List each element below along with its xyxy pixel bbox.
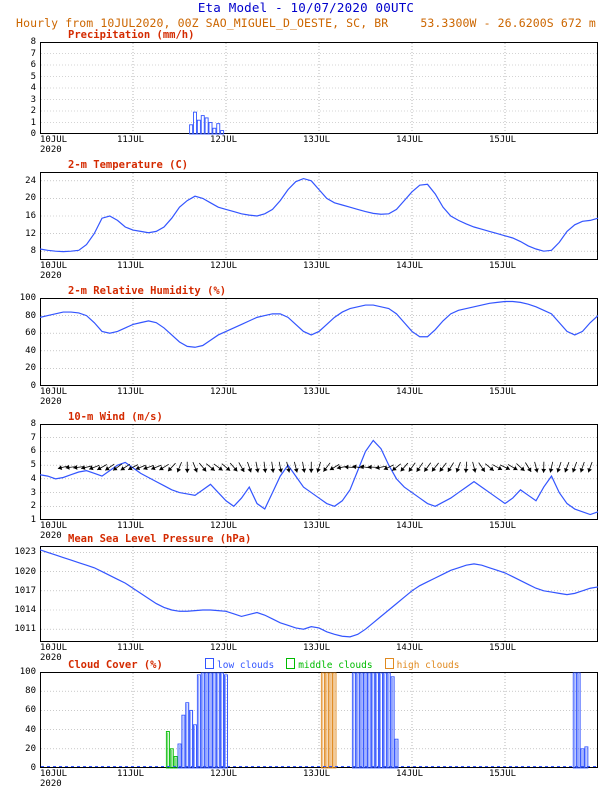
- x-tick-label: 15JUL: [489, 643, 517, 653]
- y-tick-label: 1017: [14, 585, 36, 596]
- y-tick-label: 1014: [14, 605, 36, 615]
- x-tick-label: 14JUL: [396, 387, 424, 397]
- plot-area: [40, 42, 598, 134]
- x-tick-label: 10JUL: [40, 521, 68, 531]
- legend-middle-clouds: [286, 660, 372, 671]
- y-tick-label: 5: [30, 460, 36, 471]
- x-tick-label: 11JUL: [117, 521, 145, 531]
- x-tick-label: 12JUL: [210, 643, 238, 653]
- y-tick-label: 4: [30, 83, 36, 93]
- legend-low-clouds-swatch: [205, 658, 214, 669]
- y-tick-label: 80: [25, 310, 36, 321]
- x-tick-label: 14JUL: [396, 261, 424, 271]
- x-tick-label: 14JUL: [396, 643, 424, 653]
- header-subtitle-right: 53.3300W - 26.6200S 672 m: [420, 16, 596, 30]
- y-tick-label: 12: [25, 228, 36, 239]
- legend-high-clouds-label: high clouds: [396, 660, 460, 671]
- y-tick-label: 1: [30, 515, 36, 525]
- legend-low-clouds: [205, 660, 274, 671]
- x-tick-label: 15JUL: [489, 387, 517, 397]
- x-tick-label: 10JUL: [40, 643, 68, 653]
- cloud-legend: [205, 658, 471, 671]
- x-tick-label: 10JUL: [40, 135, 68, 145]
- x-tick-label: 14JUL: [396, 135, 424, 145]
- y-tick-label: 6: [30, 60, 36, 70]
- x-tick-label: 13JUL: [303, 387, 331, 397]
- y-tick-label: 7: [30, 432, 36, 443]
- y-tick-label: 100: [19, 293, 36, 303]
- plot-area: [40, 424, 598, 520]
- header-subtitle: [0, 16, 612, 30]
- panel-title: 10-m Wind (m/s): [68, 411, 163, 423]
- y-tick-label: 8: [30, 246, 36, 257]
- x-axis-year: 2020: [40, 271, 62, 281]
- x-tick-label: 12JUL: [210, 261, 238, 271]
- header-subtitle-left: Hourly from 10JUL2020, 00Z SAO_MIGUEL_D_OESTE, SC, BR: [16, 16, 389, 30]
- y-tick-label: 5: [30, 71, 36, 82]
- panel-title: 2-m Relative Humidity (%): [68, 285, 227, 297]
- x-tick-label: 11JUL: [117, 643, 145, 653]
- x-axis-year: 2020: [40, 779, 62, 789]
- panel-title: Mean Sea Level Pressure (hPa): [68, 533, 252, 545]
- x-tick-label: 10JUL: [40, 261, 68, 271]
- x-tick-label: 11JUL: [117, 769, 145, 779]
- panel-title: 2-m Temperature (C): [68, 159, 189, 171]
- x-tick-label: 13JUL: [303, 643, 331, 653]
- y-tick-label: 3: [30, 94, 36, 105]
- y-tick-label: 4: [30, 473, 36, 484]
- y-tick-label: 1023: [14, 547, 36, 558]
- y-tick-label: 100: [19, 667, 36, 677]
- x-axis-year: 2020: [40, 397, 62, 407]
- legend-high-clouds-swatch: [385, 658, 394, 669]
- y-tick-label: 40: [25, 345, 36, 356]
- x-tick-label: 11JUL: [117, 135, 145, 145]
- plot-area: [40, 546, 598, 642]
- y-tick-label: 1: [30, 117, 36, 128]
- y-tick-label: 0: [30, 763, 36, 773]
- y-tick-label: 8: [30, 37, 36, 47]
- y-tick-label: 16: [25, 211, 36, 221]
- plot-area: [40, 172, 598, 260]
- y-tick-label: 2: [30, 106, 36, 116]
- y-tick-label: 1011: [14, 624, 36, 635]
- plot-area: [40, 672, 598, 768]
- y-tick-label: 20: [25, 363, 36, 374]
- x-tick-label: 11JUL: [117, 387, 145, 397]
- x-tick-label: 12JUL: [210, 769, 238, 779]
- x-tick-label: 11JUL: [117, 261, 145, 271]
- y-tick-label: 8: [30, 419, 36, 429]
- x-tick-label: 15JUL: [489, 521, 517, 531]
- y-tick-label: 60: [25, 705, 36, 716]
- y-tick-label: 24: [25, 175, 36, 186]
- y-tick-label: 0: [30, 381, 36, 391]
- plot-area: [40, 298, 598, 386]
- x-tick-label: 15JUL: [489, 261, 517, 271]
- y-tick-label: 1020: [14, 566, 36, 577]
- y-tick-label: 3: [30, 487, 36, 498]
- x-axis-year: 2020: [40, 531, 62, 541]
- x-tick-label: 15JUL: [489, 769, 517, 779]
- x-tick-label: 10JUL: [40, 387, 68, 397]
- x-tick-label: 12JUL: [210, 135, 238, 145]
- x-tick-label: 13JUL: [303, 521, 331, 531]
- x-tick-label: 15JUL: [489, 135, 517, 145]
- x-tick-label: 12JUL: [210, 521, 238, 531]
- x-axis-year: 2020: [40, 145, 62, 155]
- x-axis-year: 2020: [40, 653, 62, 663]
- header-title: Eta Model - 10/07/2020 00UTC: [197, 0, 415, 15]
- legend-high-clouds: [385, 660, 460, 671]
- legend-middle-clouds-label: middle clouds: [298, 660, 373, 671]
- x-tick-label: 12JUL: [210, 387, 238, 397]
- y-tick-label: 20: [25, 743, 36, 754]
- y-tick-label: 20: [25, 193, 36, 204]
- panel-title: Precipitation (mm/h): [68, 29, 195, 41]
- x-tick-label: 14JUL: [396, 521, 424, 531]
- x-tick-label: 13JUL: [303, 769, 331, 779]
- y-tick-label: 80: [25, 686, 36, 697]
- legend-middle-clouds-swatch: [286, 658, 295, 669]
- panel-title: Cloud Cover (%): [68, 659, 163, 671]
- y-tick-label: 40: [25, 724, 36, 735]
- legend-low-clouds-label: low clouds: [217, 660, 275, 671]
- chart-header: [0, 0, 612, 30]
- y-tick-label: 6: [30, 446, 36, 457]
- x-tick-label: 13JUL: [303, 135, 331, 145]
- y-tick-label: 0: [30, 129, 36, 139]
- x-tick-label: 14JUL: [396, 769, 424, 779]
- y-tick-label: 60: [25, 328, 36, 339]
- y-tick-label: 7: [30, 48, 36, 59]
- x-tick-label: 10JUL: [40, 769, 68, 779]
- x-tick-label: 13JUL: [303, 261, 331, 271]
- y-tick-label: 2: [30, 501, 36, 512]
